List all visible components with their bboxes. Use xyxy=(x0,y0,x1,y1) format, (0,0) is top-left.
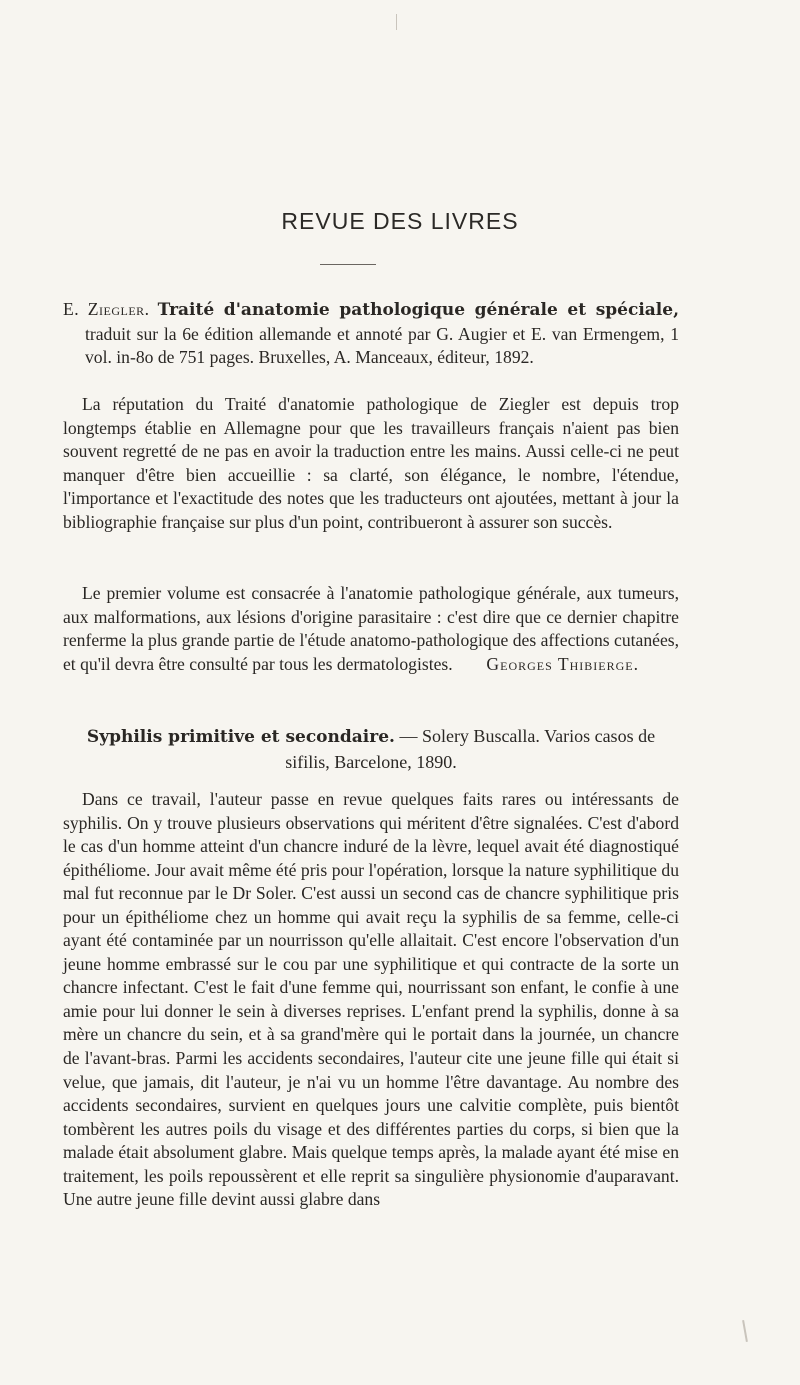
review1-reference-details: traduit sur la 6e édition allemande et annoté par G. Augier et E. van Ermengem, 1 vol. in-8o de 751 pages. Bruxelles, A. Manceaux, éditeur, 1892. xyxy=(85,323,679,367)
review1-title: Traité d'anatomie pathologique générale et spéciale, xyxy=(157,300,679,320)
review1-paragraph-2 xyxy=(63,582,679,676)
review1-reference xyxy=(63,298,679,370)
review1-signature: Georges Thibierge. xyxy=(486,653,639,674)
section-title: REVUE DES LIVRES xyxy=(281,208,519,234)
review2-paragraph-1: Dans ce travail, l'auteur passe en revue quelques faits rares ou intéressants de syphilis. On y trouve plusieurs observations qui méritent d'être signalées. C'est d'abord le cas d'un homme atteint d'un chancre induré de la lèvre, lequel avait été diagnostiqué épithéliome. Jour avait même été pris pour l'opération, lorsque la nature syphilitique du mal fut reconnue par le Dr Soler. C'est aussi un second cas de chancre syphilitique pris pour un épithéliome chez un homme qui avait reçu la syphilis de sa femme, celle-ci ayant été contaminée par un nourrisson qu'elle allaitait. C'est encore l'observation d'un jeune homme embrassé sur le cou par une syphilitique et qui contracte de la sorte un chancre infectant. C'est le fait d'une femme qui, nourrissant son enfant, le confie à une amie pour lui donner le sein à diverses reprises. L'enfant prend la syphilis, donne à sa mère un chancre du sein, et à sa grand'mère qui le portait dans la journée, un chancre de l'avant-bras. Parmi les accidents secondaires, l'auteur cite une jeune fille qui était si velue, que jamais, dit l'auteur, je n'ai vu un homme l'être davantage. Au nombre des accidents secondaires, survient en quelques jours une calvitie complète, puis bientôt tombèrent les autres poils du visage et des différentes parties du corps, si bien que la malade était absolument glabre. Mais quelque temps après, la malade ayant été mise en traitement, les poils repoussèrent et elle reprit sa singulière physionomie d'auparavant. Une autre jeune fille devint aussi glabre dans xyxy=(63,789,679,1210)
review2-reference-details: — Solery Buscalla. Varios casos de sifilis, Barcelone, 1890. xyxy=(285,726,656,772)
margin-mark xyxy=(396,14,397,30)
review2-heading xyxy=(63,724,679,774)
review2-title: Syphilis primitive et secondaire. xyxy=(86,727,395,747)
review1-paragraph-1: La réputation du Traité d'anatomie pathologique de Ziegler est depuis trop longtemps établie en Allemagne pour que les travailleurs français n'aient pas bien souvent regretté de ne pas en avoir la traduction entre les mains. Aussi celle-ci ne peut manquer d'être bien accueillie : sa clarté, son élégance, le nombre, l'étendue, l'importance et l'exactitude des notes que les traducteurs ont ajoutées, mettant à jour la bibliographie française sur plus d'un point, contribueront à assurer son succès. xyxy=(63,394,679,532)
title-divider xyxy=(320,264,376,265)
review1-author: E. Ziegler. xyxy=(63,299,150,319)
corner-mark xyxy=(742,1320,748,1342)
review1-paragraph-2-text: Le premier volume est consacrée à l'anatomie pathologique générale, aux tumeurs, aux malformations, aux lésions d'origine parasitaire : c'est dire que ce dernier chapitre renferme la plus grande partie de l'étude anatomo-pathologique des affections cutanées, et qu'il devra être consulté par tous les dermatologistes. xyxy=(63,583,679,674)
